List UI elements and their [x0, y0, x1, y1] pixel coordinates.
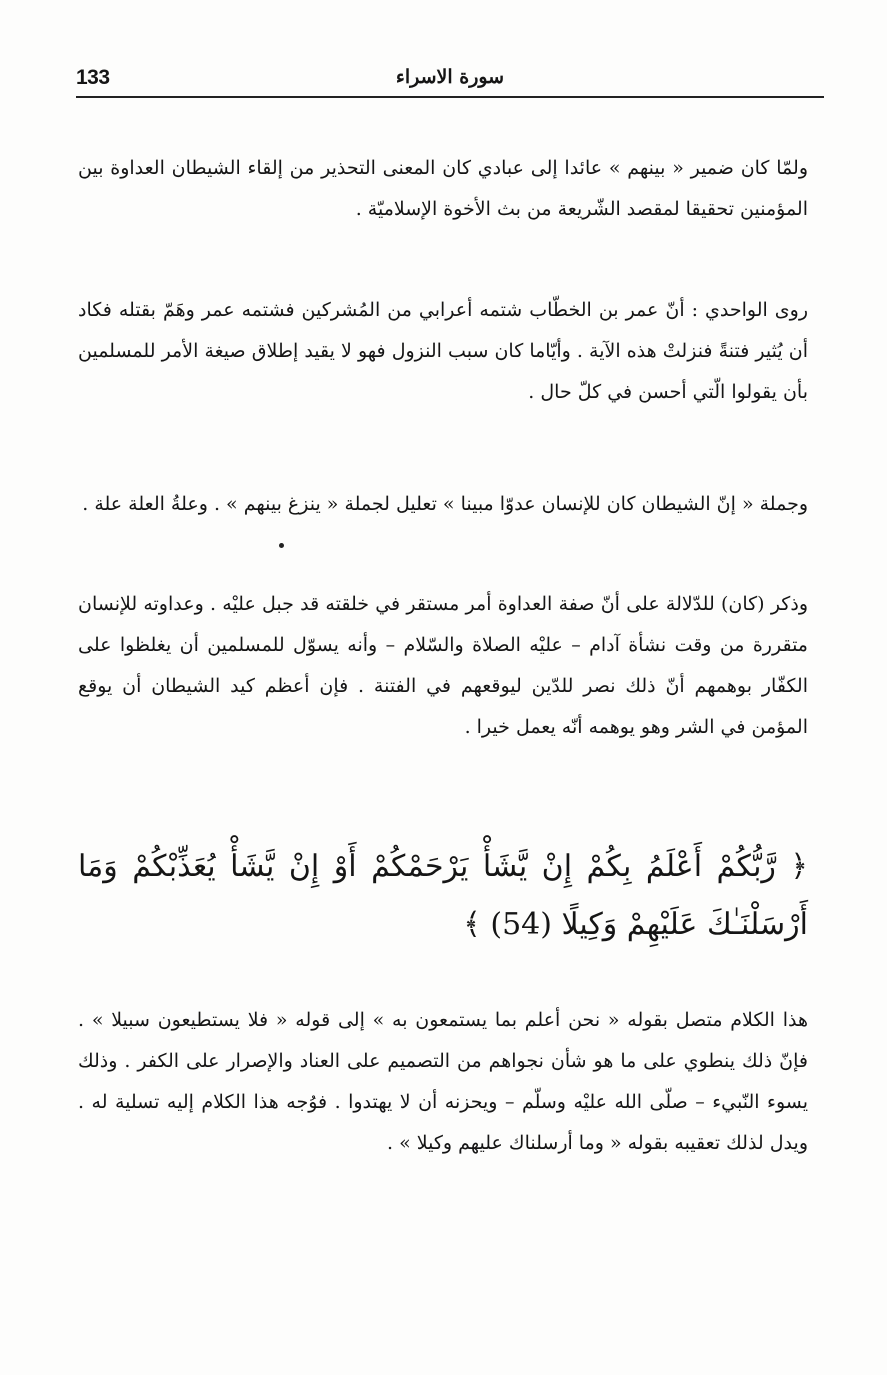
quran-verse: ﴿ رَّبُّكُمْ أَعْلَمُ بِكُمْ إِنْ يَّشَأْ يَرْحَمْكُمْ أَوْ إِنْ يَّشَأْ يُعَذِّبْكُمْ وَمَا أَرْسَلْنَـٰكَ عَلَيْهِمْ وَكِيلًا (54) ﴾ [78, 849, 808, 942]
header-rule [76, 96, 824, 98]
paragraph-4: وذكر (كان) للدّلالة على أنّ صفة العداوة أمر مستقر في خلقته قد جبل عليْه . وعداوته للإنسان متقررة من وقت نشأة آدام – عليْه الصلاة والسّلام – وأنه يسوّل للمسلمين أن يغلظوا على الكفّار بوهمهم أنّ ذلك نصر للدّين ليوقعهم في الفتنة . فإن أعظم كيد الشيطان أن يوقع المؤمن في الشر وهو يوهمه أنّه يعمل خيرا . [78, 593, 808, 738]
paragraph-1: ولمّا كان ضمير « بينهم » عائدا إلى عبادي كان المعنى التحذير من إلقاء الشيطان العداوة بين المؤمنين تحقيقا لمقصد الشّريعة من بث الأخوة الإسلاميّة . [78, 157, 808, 220]
ink-speck [279, 543, 284, 548]
page-header [76, 66, 824, 98]
page-number: 133 [76, 66, 110, 89]
running-title: سورة الاسراء [395, 66, 505, 88]
paragraph-2: روى الواحدي : أنّ عمر بن الخطّاب شتمه أعرابي من المُشركين فشتمه عمر وهَمّ بقتله فكاد أن يُثير فتنةً فنزلتْ هذه الآية . وأيّاما كان سبب النزول فهو لا يقيد إطلاق صيغة الأمر للمسلمين بأن يقولوا الّتي أحسن في كلّ حال . [78, 299, 808, 403]
paragraph-5: هذا الكلام متصل بقوله « نحن أعلم بما يستمعون به » إلى قوله « فلا يستطيعون سبيلا » . فإنّ ذلك ينطوي على ما هو شأن نجواهم من التصميم على العناد والإصرار على الكفر . وذلك يسوء النّبيء – صلّى الله عليْه وسلّم – ويحزنه أن لا يهتدوا . فوُجه هذا الكلام إليه تسلية له . ويدل لذلك تعقيبه بقوله « وما أرسلناك عليهم وكيلا » . [78, 1009, 808, 1154]
paragraph-3: وجملة « إنّ الشيطان كان للإنسان عدوّا مبينا » تعليل لجملة « ينزغ بينهم » . وعلةُ العلة علة . [82, 493, 808, 515]
